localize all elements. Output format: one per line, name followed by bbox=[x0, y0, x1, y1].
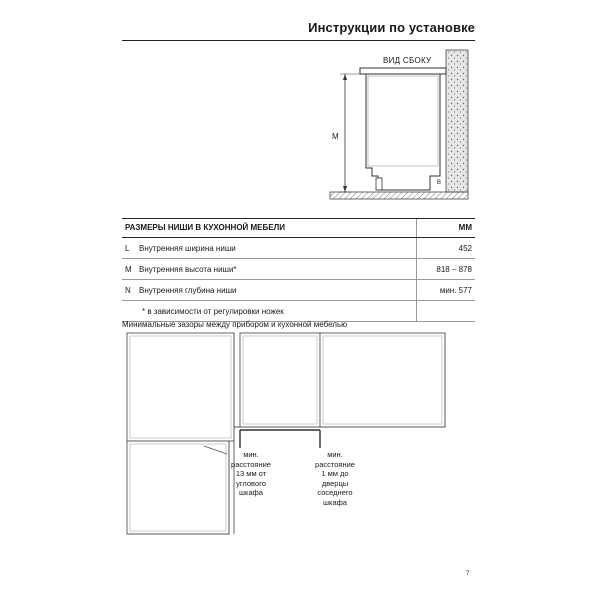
table-header bbox=[122, 219, 475, 238]
gaps-caption: Минимальные зазоры между прибором и кухонной мебелью bbox=[122, 320, 348, 329]
page-number: 7 bbox=[466, 571, 470, 577]
worktop bbox=[360, 68, 446, 74]
side-view-label: ВИД СБОКУ bbox=[383, 56, 432, 65]
appliance-outline bbox=[366, 74, 440, 190]
row-label: Внутренняя ширина ниши bbox=[139, 238, 417, 259]
table-unit: MM bbox=[417, 219, 476, 238]
row-letter: M bbox=[122, 259, 139, 280]
table-row bbox=[122, 238, 475, 259]
gap-right-note: мин. расстояние 1 мм до дверцы соседнего шкафа bbox=[315, 450, 355, 507]
row-letter: L bbox=[122, 238, 139, 259]
table-row bbox=[122, 259, 475, 280]
wall bbox=[446, 50, 468, 192]
page-title: Инструкции по установке bbox=[308, 20, 475, 35]
row-value: 452 bbox=[417, 238, 476, 259]
table-heading: РАЗМЕРЫ НИШИ В КУХОННОЙ МЕБЕЛИ bbox=[122, 219, 417, 238]
row-letter: N bbox=[122, 280, 139, 301]
dim-m-label: M bbox=[332, 132, 339, 141]
row-label: Внутренняя высота ниши* bbox=[139, 259, 417, 280]
gap-left-note: мин. расстояние 13 мм от углового шкафа bbox=[231, 450, 271, 497]
row-value: 818 – 878 bbox=[417, 259, 476, 280]
row-label: Внутренняя глубина ниши bbox=[139, 280, 417, 301]
row-value: мин. 577 bbox=[417, 280, 476, 301]
gaps-plan-diagram bbox=[127, 333, 445, 534]
floor bbox=[330, 192, 468, 199]
niche-dimensions-table bbox=[122, 218, 475, 322]
table-footnote-row bbox=[122, 301, 475, 322]
table-footnote: * в зависимости от регулировки ножек bbox=[142, 306, 284, 316]
table-row bbox=[122, 280, 475, 301]
dim-b-label: B bbox=[437, 180, 442, 186]
